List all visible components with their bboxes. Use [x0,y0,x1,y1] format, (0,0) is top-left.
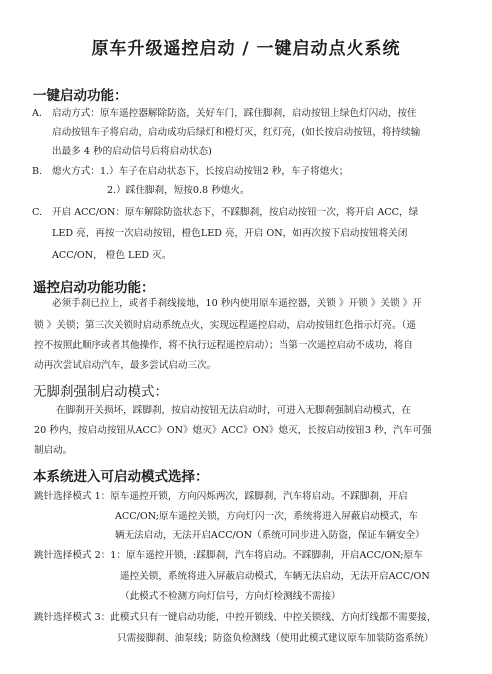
text-line: 20 秒内，按启动按钮从ACC》ON》熄灭》ACC》ON》熄灭，长按启动按钮3 秒，汽车可强 [34,425,432,436]
page-title: 原车升级遥控启动 / 一键启动点火系统 [91,39,401,59]
section-heading-remote-start: 遥控启动功能功能： [33,280,155,296]
text-line: 在脚刹开关损坏，踩脚刹，按启动按钮无法启动时，可进入无脚刹强制启动模式，在 [56,405,411,416]
section-heading-one-key-start: 一键启动功能： [33,88,128,104]
text-line: 动再次尝试启动汽车，最多尝试启动三次。 [34,360,217,371]
text-line: 出最多 4 秒的启动信号后将启动状态) [52,146,212,157]
text-line: 遥控关锁，系统将进入屏蔽启动模式，车辆无法启动，无法开启ACC/ON [120,571,430,582]
item-marker-c: C. [32,207,43,218]
text-line: 启动按钮车子将启动，启动成功后绿灯和橙灯灭，红灯亮，(如长按启动按钮，将持续输 [52,127,421,138]
text-line: 只需接脚刹、油泵线；防盗负检测线（使用此模式建议原车加装防盗系统） [117,633,434,644]
text-line: 跳针选择模式 1：原车遥控开锁，方向闪烁两次，踩脚刹，汽车将启动。不踩脚刹，开启 [34,491,408,502]
item-marker-b: B. [32,166,43,177]
text-line: LED 亮，再按一次启动按钮，橙色LED 亮，开启 ON，如再次按下启动按钮将关闭 [52,228,408,239]
text-line: 制启动。 [34,445,73,456]
text-line: 启动方式：原车遥控器解除防盗，关好车门，踩住脚刹，启动按钮上绿色灯闪动，按住 [52,108,417,119]
text-line: 锁 》关锁；第三次关锁时启动系统点火，实现远程遥控启动，启动按钮红色指示灯亮。（遥 [34,320,416,331]
text-line: （此模式不检测方向灯信号，方向灯检测线不需接） [120,591,341,602]
item-marker-a: A. [32,108,42,119]
text-line: ACC/ON;原车遥控关锁，方向灯闪一次，系统将进入屏蔽启动模式，车 [115,511,419,522]
text-line: 2.）踩住脚刹，短按0.8 秒熄火。 [107,185,250,196]
text-line: 跳针选择模式 3：此模式只有一键启动功能，中控开锁线、中控关锁线、方向灯线都不需要接， [34,612,437,623]
text-line: 熄火方式：1.）车子在启动状态下，长按启动按钮2 秒，车子将熄火； [52,166,349,177]
text-line: 跳针选择模式 2：1：原车遥控开锁，:踩脚刹，汽车将启动。不踩脚刹，开启ACC/ON;原车 [34,550,423,561]
text-line: ACC/ON， 橙色 LED 灭。 [52,250,172,261]
text-line: 必须手刹已拉上，或者手刹线接地，10 秒内使用原车遥控器，关锁 》开锁 》关锁 》开 [52,298,422,309]
text-line: 辆无法启动，无法开启ACC/ON（系统可同步进入防盗，保证车辆安全） [115,530,425,541]
text-line: 开启 ACC/ON：原车解除防盗状态下，不踩脚刹，按启动按钮一次，将开启 ACC，绿 [52,207,419,218]
text-line: 控不按照此顺序或者其他操作，将不执行远程遥控启动）；当第一次遥控启动不成功，将自 [34,340,413,351]
section-heading-mode-select: 本系统进入可启动模式选择： [33,469,209,485]
section-heading-no-brake-start: 无脚刹强制启动模式： [33,384,168,400]
